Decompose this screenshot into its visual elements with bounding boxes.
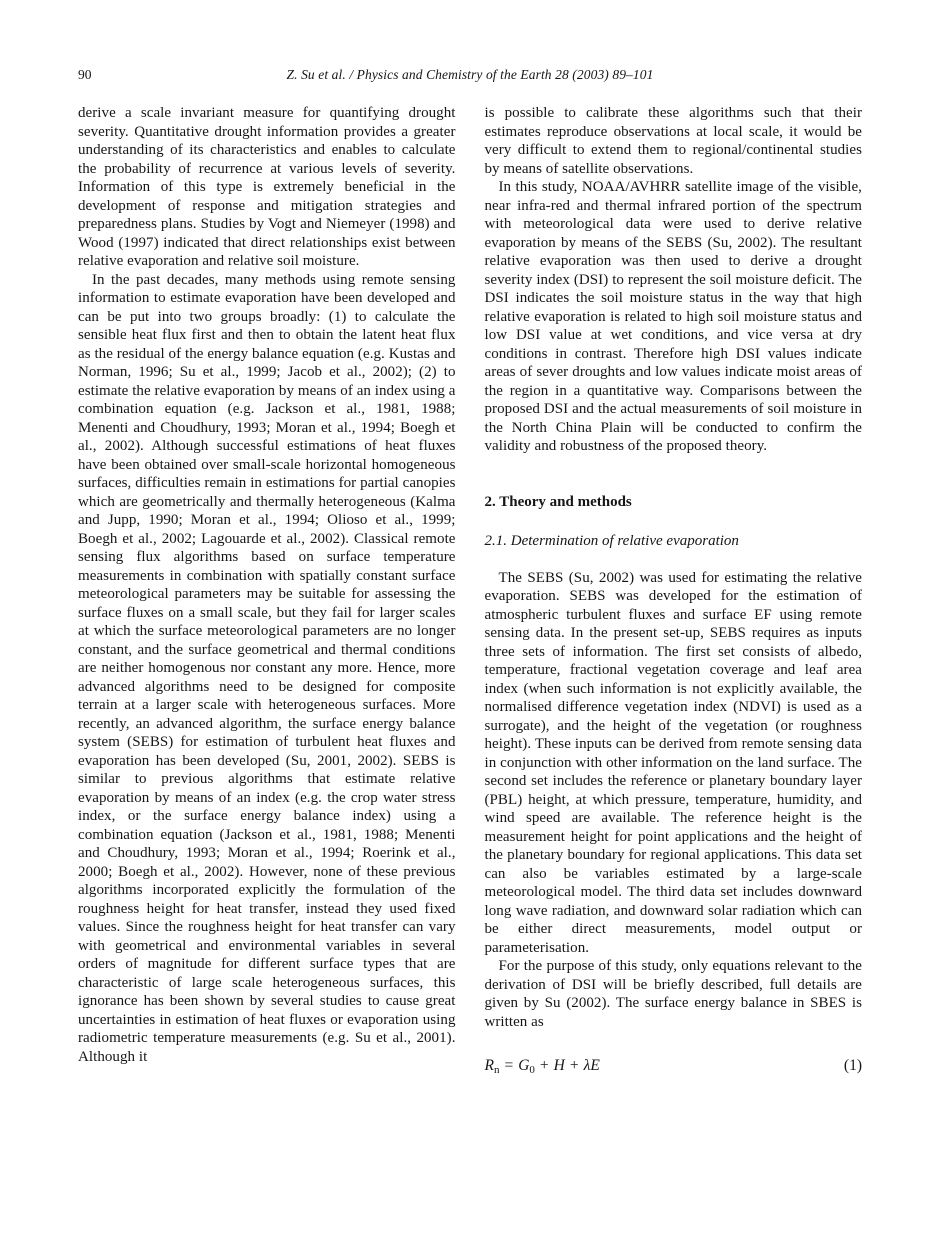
right-column bbox=[485, 104, 863, 1075]
equation-sub-n: n bbox=[493, 1064, 500, 1076]
left-column bbox=[78, 104, 456, 1075]
running-head bbox=[78, 66, 862, 84]
equation-plus: + bbox=[569, 1057, 579, 1074]
equation-sub-0: 0 bbox=[529, 1064, 535, 1076]
equation-plus: + bbox=[539, 1057, 549, 1074]
paragraph: For the purpose of this study, only equations relevant to the derivation of DSI will be briefly described, full details are given by Su (2002). The surface energy balance in SBES is written as bbox=[484, 958, 862, 1030]
equation-equals: = bbox=[504, 1057, 514, 1074]
equation-expression bbox=[485, 1056, 600, 1075]
paragraph: In the past decades, many methods using remote sensing information to estimate evaporation have been developed and can be put into two groups broadly: (1) to calculate the sensible heat flux first and then to obtain the latent heat flux as the residual of the energy balance equation (e.g. Kustas and Norman, 1996; Su et al., 1999; Jacob et al., 2002); (2) to estimate the relative evaporation by means of an index using a combination equation (e.g. Jackson et al., 1981, 1988; Menenti and Choudhury, 1993; Moran et al., 1994; Boegh et al., 2002). Although successful estimations of heat fluxes have been obtained over small-scale horizontal homogeneous surfaces, difficulties remain in estimations for partial canopies which are geometrically and thermally heterogeneous (Kalma and Jupp, 1990; Moran et al., 1994; Olioso et al., 1999; Boegh et al., 2002; Lagouarde et al., 2002). Classical remote sensing flux algorithms based on surface temperature measurements in combination with spatially constant surface meteorological parameters may be suitable for assessing the surface fluxes on a small scale, but they fail for larger scales at which the surface meteorological parameters are no longer constant, and the surface geometrical and thermal conditions are neither homogenous nor constant any more. Hence, more advanced algorithms need to be designed for composite terrain at a larger scale with heterogeneous surfaces. More recently, an advanced algorithm, the surface energy balance system (SEBS) for estimation of turbulent heat fluxes and evaporation has been developed (Su, 2001, 2002). SEBS is similar to previous algorithms that estimate relative evaporation by means of an index (e.g. the crop water stress index, or the surface energy balance index) using a combination equation (Jackson et al., 1981, 1988; Menenti and Choudhury, 1993; Moran et al., 1994; Roerink et al., 2000; Boegh et al., 2002). However, none of these previous algorithms incorporated explicitly the formulation of the roughness height for heat transfer, instead they used fixed values. Since the roughness height for heat transfer can vary with geometrical and environmental variables in several orders of magnitude for different surface types that are characteristic of large scale heterogeneous surfaces, this ignorance has been shown by several studies to cause great uncertainties in estimation of heat fluxes or evaporation using radiometric temperature measurements (e.g. Su et al., 2001). Although it bbox=[78, 271, 456, 1065]
section-heading: 2. Theory and methods bbox=[484, 493, 632, 510]
paragraph: In this study, NOAA/AVHRR satellite image of the visible, near infra-red and thermal infrared portion of the spectrum with meteorological data were used to derive relative evaporation by means of the SEBS (Su, 2002). The resultant relative evaporation was then used to derive a drought severity index (DSI) to represent the soil moisture deficit. The DSI indicates the soil moisture status in the way that high relative evaporation is related to high soil moisture status and low DSI value at wet conditions, and vice versa at dry conditions in contrast. Therefore high DSI values indicate areas of sever droughts and low values indicate moist areas of the region in a quantitative way. Comparisons between the proposed DSI and the actual measurements of soil moisture in the North China Plain will be conducted to confirm the validity and robustness of the proposed theory. bbox=[484, 179, 862, 454]
equation-var-H: H bbox=[553, 1057, 565, 1074]
paragraph-continuation: is possible to calibrate these algorithms such that their estimates reproduce observations at local scale, it would be very difficult to extend them to regional/continental studies by means of satellite observations. bbox=[484, 105, 862, 177]
equation-var-Rn: R bbox=[484, 1057, 494, 1074]
two-column-body bbox=[78, 104, 862, 1075]
equation-var-lambdaE: λE bbox=[583, 1057, 600, 1074]
running-title: Z. Su et al. / Physics and Chemistry of the Earth 28 (2003) 89–101 bbox=[286, 67, 654, 82]
subsection-heading: 2.1. Determination of relative evaporation bbox=[484, 533, 739, 549]
paragraph: The SEBS (Su, 2002) was used for estimating the relative evaporation. SEBS was developed for the estimation of atmospheric turbulent fluxes and surface EF using remote sensing data. In the present set-up, SEBS requires as inputs three sets of information. The first set consists of albedo, temperature, fractional vegetation coverage and leaf area index (when such information is not explicitly available, the normalised difference vegetation index (NDVI) is used as a surrogate), and the height of the vegetation (or roughness height). These inputs can be derived from remote sensing data in conjunction with other information on the land surface. The second set includes the reference or planetary boundary layer (PBL) height, at which pressure, temperature, humidity, and wind speed are available. The reference height is the measurement height for point applications and the height of the planetary boundary for regional applications. This data set can also be variables estimated by a large-scale meteorological model. The third data set includes downward long wave radiation, and downward solar radiation which can be either direct measurements, model output or parameterisation. bbox=[484, 569, 862, 956]
equation-1 bbox=[485, 1056, 863, 1075]
paragraph-continuation: derive a scale invariant measure for quantifying drought severity. Quantitative drought information provides a greater understanding of its characteristics and enables to calculate the probability of recurrence at various levels of severity. Information of this type is extremely beneficial in the development of response and mitigation strategies and preparedness plans. Studies by Vogt and Niemeyer (1998) and Wood (1997) indicated that direct relationships exist between relative evaporation and relative soil moisture. bbox=[78, 105, 456, 269]
equation-number: (1) bbox=[843, 1057, 862, 1074]
equation-var-G0: G bbox=[518, 1057, 530, 1074]
page-number: 90 bbox=[78, 67, 92, 82]
